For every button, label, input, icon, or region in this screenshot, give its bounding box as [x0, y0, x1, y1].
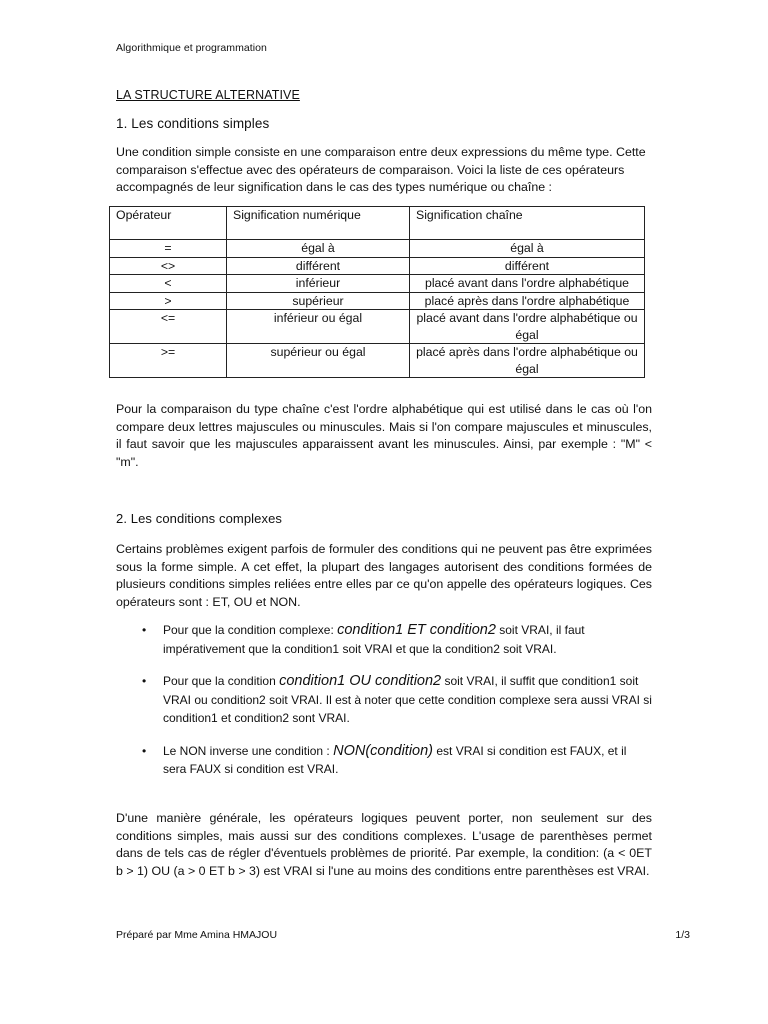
table-cell-numeric: inférieur ou égal	[227, 310, 410, 344]
table-cell-string: placé avant dans l'ordre alphabétique ou égal	[410, 310, 645, 344]
bullet-icon: •	[142, 743, 147, 758]
bullet-text-pre: Pour que la condition complexe:	[163, 623, 338, 637]
table-row	[110, 310, 645, 344]
general-remark: D'une manière générale, les opérateurs logiques peuvent porter, non seulement sur des conditions simples, mais aussi sur des conditions complexes. L'usage de parenthèses permet dans de tels cas de régler d'éventuels problèmes de priorité. Par exemple, la condition: (a < 0ET b > 1) OU (a > 0 ET b > 3) est VRAI si l'une au moins des conditions entre parenthèses est VRAI.	[116, 811, 652, 878]
table-cell-string: différent	[410, 257, 645, 275]
table-cell-operator: <>	[110, 257, 227, 275]
table-cell-string: égal à	[410, 240, 645, 258]
table-row	[110, 292, 645, 310]
bullet-text-post: soit VRAI, il suffit que condition1 soit VRAI ou condition2 soit VRAI. Il est à noter que cette condition complexe sera aussi VRAI si condition1 et condition2 sont VRAI.	[163, 674, 652, 725]
table-cell-operator: <=	[110, 310, 227, 344]
page-number: 1/3	[675, 929, 690, 941]
list-item	[116, 672, 652, 728]
list-item	[116, 621, 652, 658]
section-2-intro: Certains problèmes exigent parfois de formuler des conditions qui ne peuvent pas être exprimées sous la forme simple. A cet effet, la plupart des langages autorisent des conditions formées de plusieurs conditions simples reliées entre elles par ce qu'on appelle des opérateurs logiques. Ces opérateurs sont : ET, OU et NON.	[116, 542, 652, 609]
bullet-icon: •	[142, 674, 147, 688]
table-row	[110, 257, 645, 275]
operators-table	[109, 206, 645, 378]
table-header-operator: Opérateur	[110, 207, 227, 240]
logical-operators-list	[116, 621, 652, 793]
table-row	[110, 344, 645, 378]
page-header: Algorithmique et programmation	[116, 42, 267, 54]
bullet-text-pre: Le NON inverse une condition :	[163, 743, 334, 758]
condition-expression: condition1 ET condition2	[337, 622, 496, 638]
document-title: LA STRUCTURE ALTERNATIVE	[116, 88, 300, 102]
table-cell-operator: >=	[110, 344, 227, 378]
condition-expression: condition1 OU condition2	[279, 673, 442, 689]
table-cell-string: placé après dans l'ordre alphabétique	[410, 292, 645, 310]
string-comparison-note: Pour la comparaison du type chaîne c'est l'ordre alphabétique qui est utilisé dans le cas où l'on compare deux lettres majuscules ou minuscules. Mais si l'on compare majuscules et minuscules, il faut savoir que les majuscules apparaissent avant les minuscules. Ainsi, par exemple : "M" < "m".	[116, 402, 652, 469]
table-cell-operator: =	[110, 240, 227, 258]
table-header-row	[110, 207, 645, 240]
table-cell-operator: >	[110, 292, 227, 310]
footer-author: Préparé par Mme Amina HMAJOU	[116, 929, 278, 941]
table-cell-numeric: supérieur	[227, 292, 410, 310]
table-cell-operator: <	[110, 275, 227, 293]
table-row	[110, 240, 645, 258]
table-cell-string: placé après dans l'ordre alphabétique ou égal	[410, 344, 645, 378]
bullet-icon: •	[142, 623, 147, 637]
bullet-text-post: soit VRAI, il faut impérativement que la condition1 soit VRAI et que la condition2 soit VRAI.	[163, 623, 585, 656]
table-row	[110, 275, 645, 293]
bullet-text-post: est VRAI si condition est FAUX, et il sera FAUX si condition est VRAI.	[163, 743, 627, 776]
table-cell-numeric: supérieur ou égal	[227, 344, 410, 378]
section-1-intro: Une condition simple consiste en une comparaison entre deux expressions du même type. Cette comparaison s'effectue avec des opérateurs de comparaison. Voici la liste de ces opérateurs accompagnés de leur signification dans le cas des types numérique ou chaîne :	[116, 145, 646, 194]
condition-expression: NON(condition)	[333, 742, 434, 759]
table-header-string: Signification chaîne	[410, 207, 645, 240]
table-header-numeric: Signification numérique	[227, 207, 410, 240]
list-item	[116, 742, 652, 779]
section-1-heading: 1. Les conditions simples	[116, 116, 270, 131]
section-2-heading: 2. Les conditions complexes	[116, 511, 283, 526]
table-cell-numeric: inférieur	[227, 275, 410, 293]
bullet-text-pre: Pour que la condition	[163, 674, 280, 688]
table-cell-numeric: égal à	[227, 240, 410, 258]
table-cell-string: placé avant dans l'ordre alphabétique	[410, 275, 645, 293]
table-cell-numeric: différent	[227, 257, 410, 275]
